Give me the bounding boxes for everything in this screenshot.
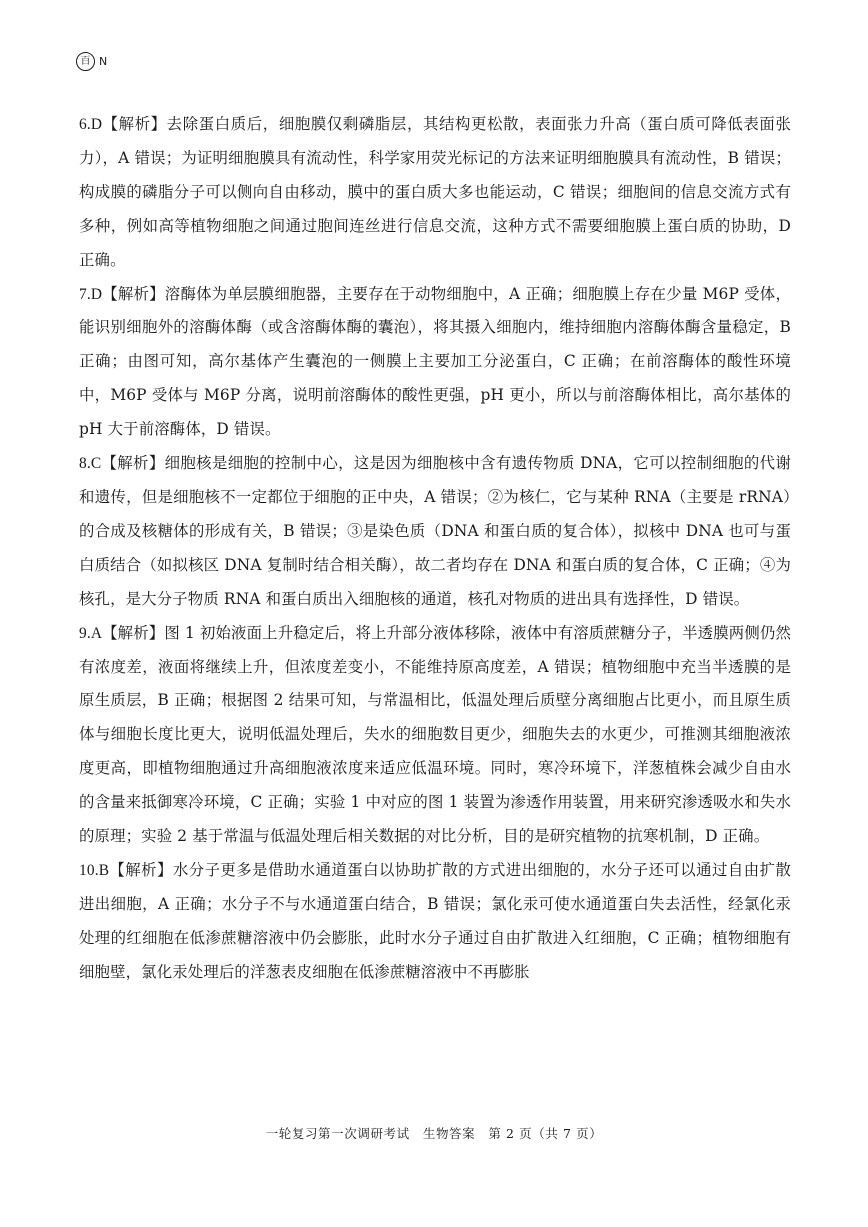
publisher-logo xyxy=(76,52,107,71)
answer-item-9 xyxy=(79,617,791,854)
analysis-tag: 【解析】 xyxy=(101,454,165,473)
logo-letter: N xyxy=(99,55,108,68)
answer-number: 8.C xyxy=(79,455,102,473)
answer-item-8 xyxy=(79,447,791,617)
analysis-text: 图 1 初始液面上升稳定后，将上升部分液体移除，液体中有溶质蔗糖分子，半透膜两侧仍然有浓度差，液面将继续上升，但浓度差变小，不能维持原高度差，A 错误；植物细胞中充当半透膜的是原生质层，B 正确；根据图 2 结果可知，与常温相比，低温处理后质壁分离细胞占比更小，而且原生质体与细胞长度比更大，说明低温处理后，失水的细胞数目更少，细胞失去的水更少，可推测其细胞液浓度更高，即植物细胞通过升高细胞液浓度来适应低温环境。同时，寒冷环境下，洋葱植株会减少自由水的含量来抵御寒冷环境，C 正确；实验 1 中对应的图 1 装置为渗透作用装置，用来研究渗透吸水和失水的原理；实验 2 基于常温与低温处理后相关数据的对比分析，目的是研究植物的抗寒机制，D 正确。 xyxy=(79,623,791,846)
page-footer: 一轮复习第一次调研考试 生物答案 第 2 页（共 7 页） xyxy=(265,1126,603,1141)
logo-seal-icon: 百 xyxy=(76,52,95,71)
answer-number: 6.D xyxy=(79,116,103,133)
answer-item-10 xyxy=(79,854,791,990)
analysis-tag: 【解析】 xyxy=(102,623,165,642)
analysis-text: 溶酶体为单层膜细胞器，主要存在于动物细胞中，A 正确；细胞膜上存在少量 M6P 受体，能识别细胞外的溶酶体酶（或含溶酶体酶的囊泡），将其摄入细胞内，维持细胞内溶酶体酶含量稳定，B 正确；由图可知，高尔基体产生囊泡的一侧膜上主要加工分泌蛋白，C 正确；在前溶酶体的酸性环境中，M6P 受体与 M6P 分离，说明前溶酶体的酸性更强，pH 更小，所以与前溶酶体相比，高尔基体的 pH 大于前溶酶体，D 错误。 xyxy=(79,284,791,439)
analysis-text: 去除蛋白质后，细胞膜仅剩磷脂层，其结构更松散，表面张力升高（蛋白质可降低表面张力），A 错误；为证明细胞膜具有流动性，科学家用荧光标记的方法来证明细胞膜具有流动性，B 错误；构成膜的磷脂分子可以侧向自由移动，膜中的蛋白质大多也能运动，C 错误；细胞间的信息交流方式有多种，例如高等植物细胞之间通过胞间连丝进行信息交流，这种方式不需要细胞膜上蛋白质的协助，D 正确。 xyxy=(79,115,791,269)
answer-number: 7.D xyxy=(79,285,103,303)
analysis-text: 水分子更多是借助水通道蛋白以协助扩散的方式进出细胞的，水分子还可以通过自由扩散进出细胞，A 正确；水分子不与水通道蛋白结合，B 错误；氯化汞可使水通道蛋白失去活性，经氯化汞处理的红细胞在低渗蔗糖溶液中仍会膨胀，此时水分子通过自由扩散进入红细胞，C 正确；植物细胞有细胞壁，氯化汞处理后的洋葱表皮细胞在低渗蔗糖溶液中不再膨胀 xyxy=(79,860,791,981)
answer-item-7 xyxy=(79,278,791,448)
analysis-tag: 【解析】 xyxy=(102,284,165,303)
answer-item-6 xyxy=(79,108,791,278)
answer-content xyxy=(79,108,791,990)
analysis-tag: 【解析】 xyxy=(109,860,173,879)
analysis-text: 细胞核是细胞的控制中心，这是因为细胞核中含有遗传物质 DNA，它可以控制细胞的代谢和遗传，但是细胞核不一定都位于细胞的正中央，A 错误；②为核仁，它与某种 RNA（主要是 rRNA）的合成及核糖体的形成有关，B 错误；③是染色质（DNA 和蛋白质的复合体），拟核中 DNA 也可与蛋白质结合（如拟核区 DNA 复制时结合相关酶），故二者均存在 DNA 和蛋白质的复合体，C 正确；④为核孔，是大分子物质 RNA 和蛋白质出入细胞核的通道，核孔对物质的进出具有选择性，D 错误。 xyxy=(79,454,791,608)
answer-number: 9.A xyxy=(79,624,103,642)
analysis-tag: 【解析】 xyxy=(102,115,167,133)
answer-number: 10.B xyxy=(79,861,110,879)
